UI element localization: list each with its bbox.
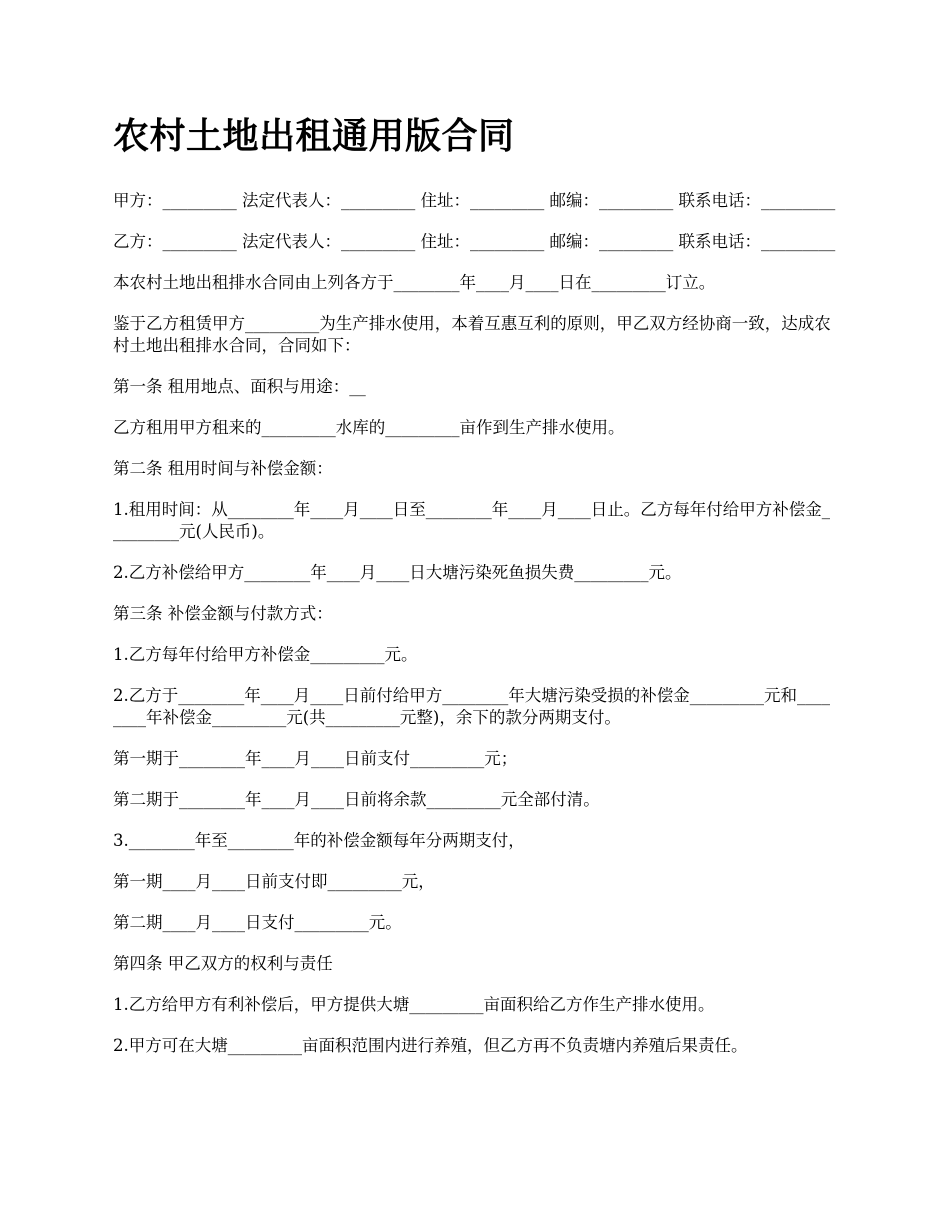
document-page <box>113 112 838 1076</box>
article-1-body: 乙方租用甲方租来的_________水库的_________亩作到生产排水使用。 <box>113 418 625 437</box>
article-3-item-1: 1.乙方每年付给甲方补偿金_________元。 <box>113 645 418 664</box>
article-3-item-3: 3.________年至________年的补偿金额每年分两期支付， <box>113 831 525 850</box>
article-1-heading: 第一条 租用地点、面积与用途：__ <box>113 377 366 396</box>
article-3-item-2: 2.乙方于________年____月____日前付给甲方________年大塘污染受损的补偿金_________元和________年补偿金_________元(共_________元整)，余下的款分两期支付。 <box>113 686 830 727</box>
party-a-info: 甲方：_________ 法定代表人：_________ 住址：_________ 邮编：_________ 联系电话：_________ <box>113 191 836 210</box>
article-2-item-2: 2.乙方补偿给甲方________年____月____日大塘污染死鱼损失费_________元。 <box>113 563 682 582</box>
article-4-item-2: 2.甲方可在大塘_________亩面积范围内进行养殖，但乙方再不负责塘内养殖后果责任。 <box>113 1036 748 1055</box>
article-3-installment-2: 第二期于________年____月____日前将余款_________元全部付清。 <box>113 790 600 809</box>
article-3-annual-installment-1: 第一期____月____日前支付即_________元， <box>113 872 435 891</box>
contract-signing-info: 本农村土地出租排水合同由上列各方于________年____月____日在_________订立。 <box>113 273 716 292</box>
article-4-item-1: 1.乙方给甲方有利补偿后，甲方提供大塘_________亩面积给乙方作生产排水使用。 <box>113 995 715 1014</box>
party-b-info: 乙方：_________ 法定代表人：_________ 住址：_________ 邮编：_________ 联系电话：_________ <box>113 232 836 251</box>
article-4-heading: 第四条 甲乙双方的权利与责任 <box>113 954 333 973</box>
article-3-installment-1: 第一期于________年____月____日前支付_________元； <box>113 749 518 768</box>
article-2-heading: 第二条 租用时间与补偿金额： <box>113 459 333 478</box>
contract-preamble: 鉴于乙方租赁甲方_________为生产排水使用，本着互惠互利的原则，甲乙双方经协商一致，达成农村土地出租排水合同，合同如下： <box>113 314 831 355</box>
article-3-heading: 第三条 补偿金额与付款方式： <box>113 604 333 623</box>
article-2-item-1: 1.租用时间：从________年____月____日至________年____月____日止。乙方每年付给甲方补偿金_________元(人民币)。 <box>113 500 830 541</box>
document-title: 农村土地出租通用版合同 <box>113 115 515 157</box>
article-3-annual-installment-2: 第二期____月____日支付_________元。 <box>113 913 402 932</box>
